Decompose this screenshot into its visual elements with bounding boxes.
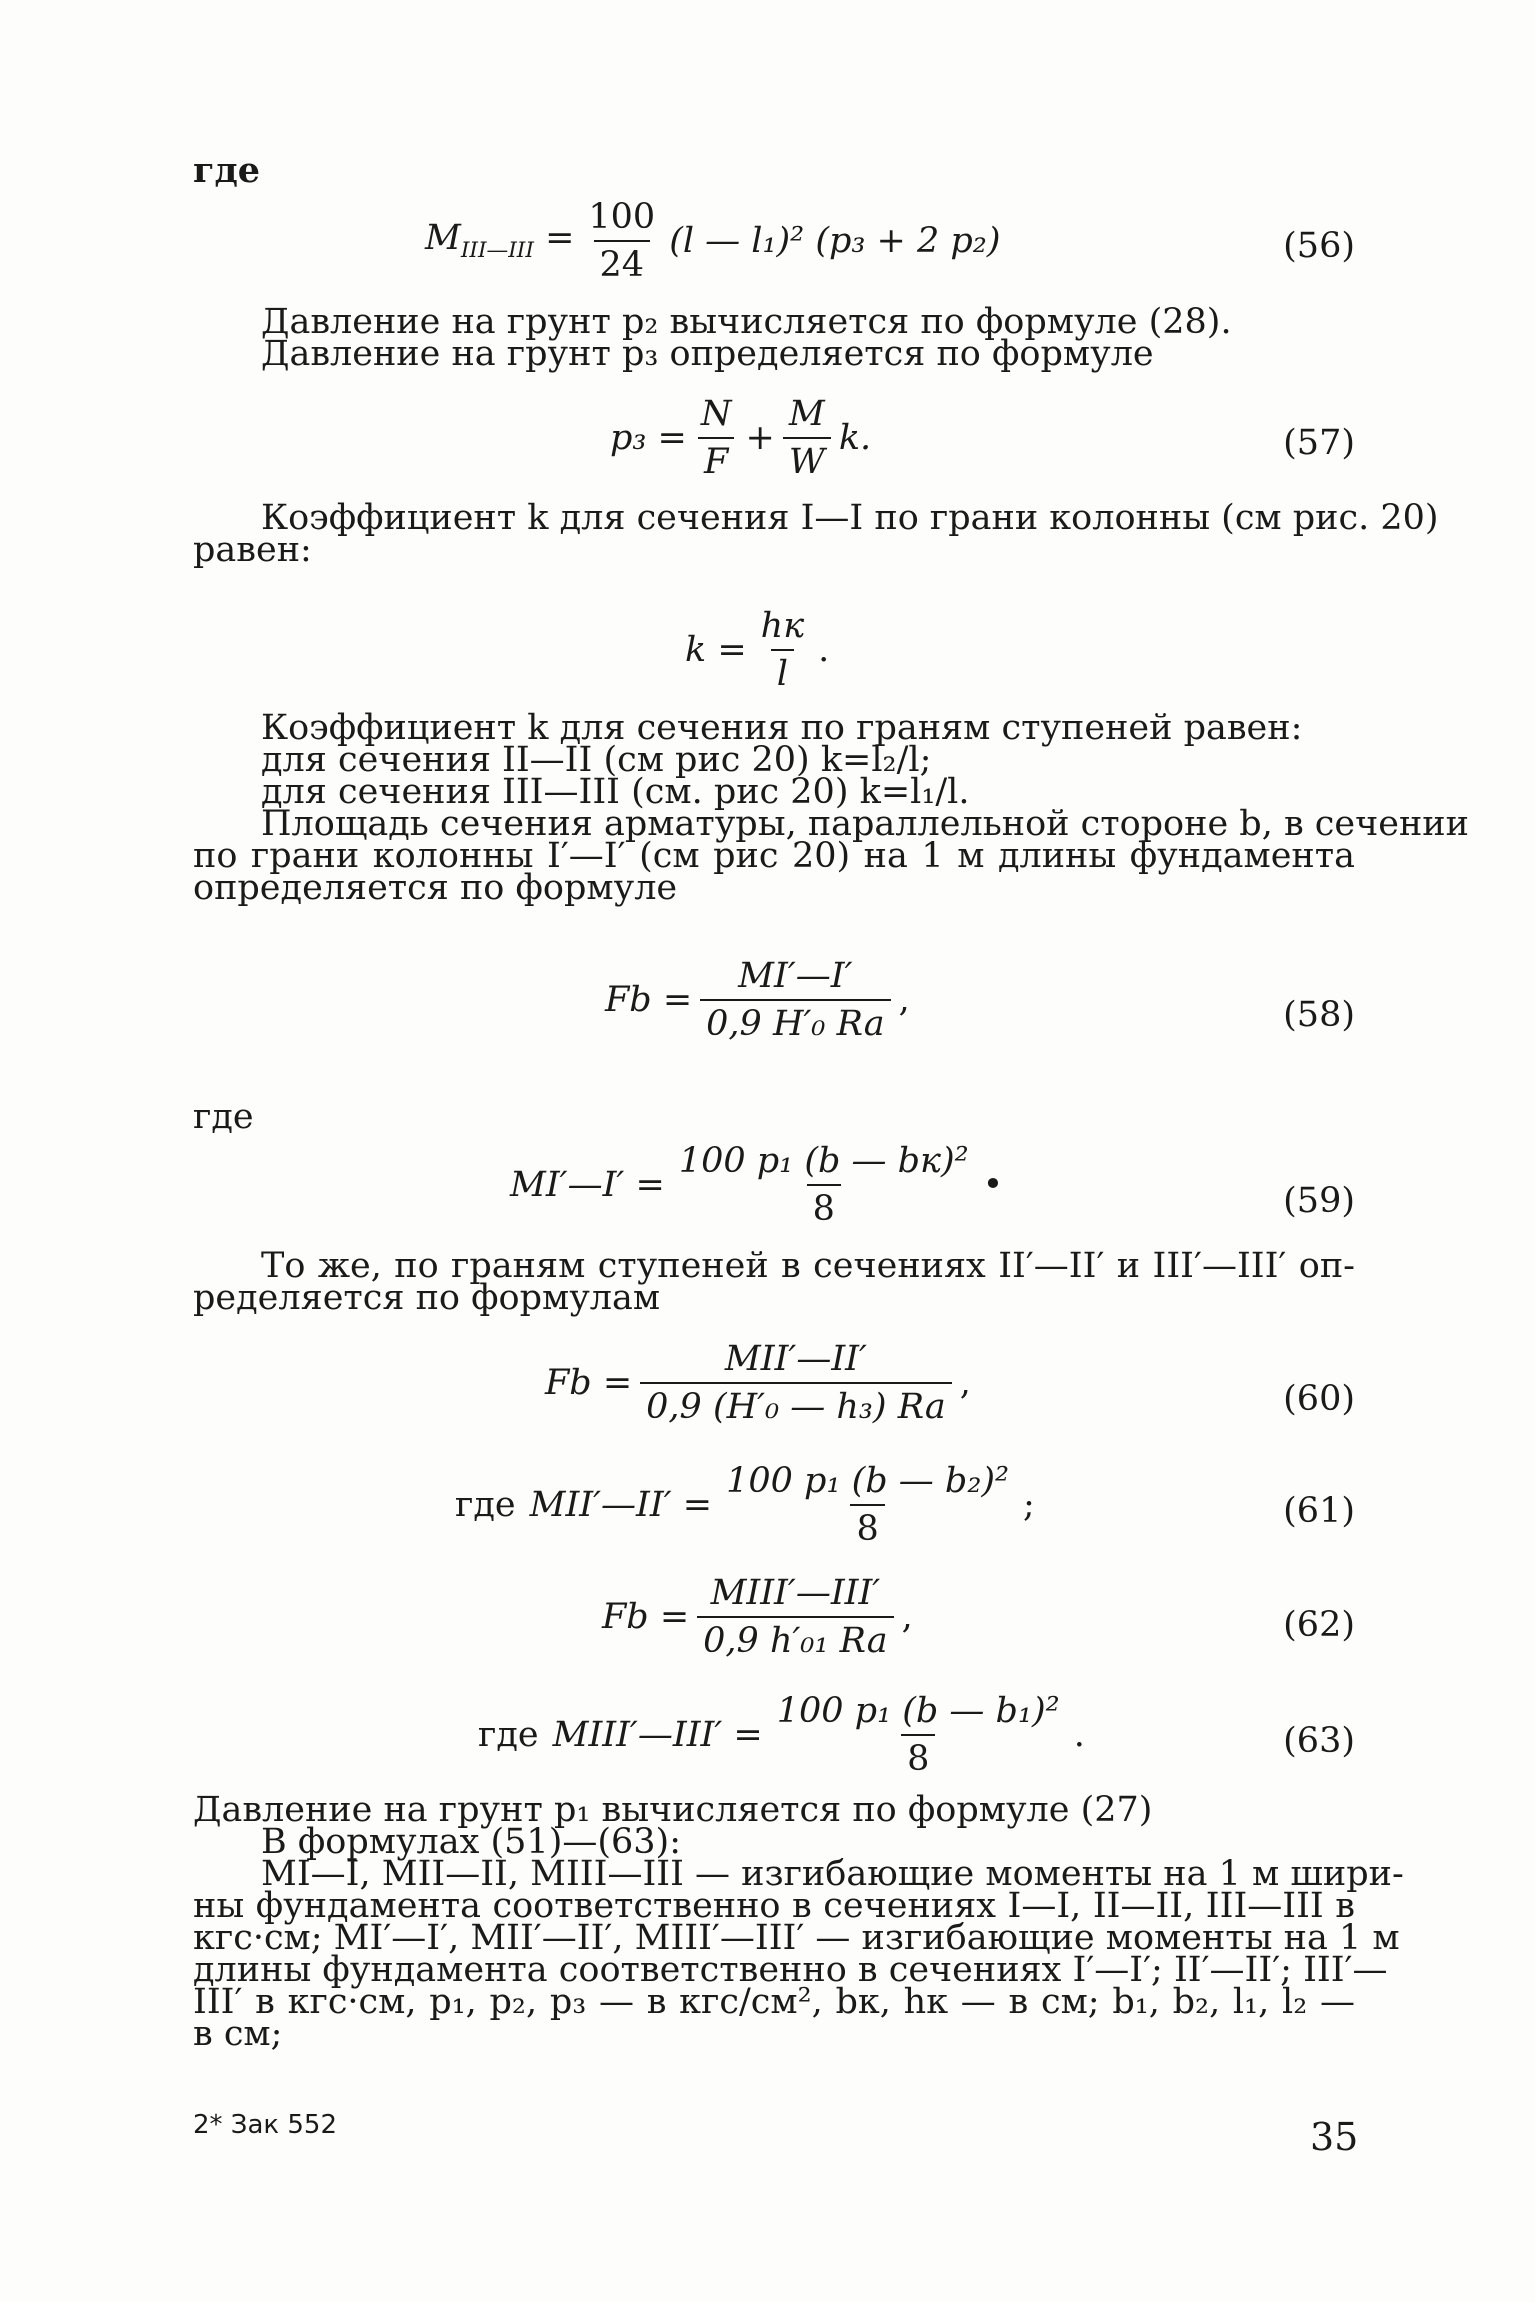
formula-61-lhs: MII′—II′ = — [529, 1485, 713, 1525]
formula-59-tail: • — [982, 1165, 1004, 1205]
formula-60-fraction — [640, 1338, 952, 1428]
text-line: ны фундамента соответственно в сечениях I—I, II—II, III—III в — [193, 1886, 1355, 1926]
paragraph-c — [193, 708, 1469, 908]
formula-56-fraction — [582, 196, 661, 286]
text-line: Давление на грунт p₂ вычисляется по формуле (28). — [261, 302, 1232, 342]
formula-63-tail: . — [1073, 1715, 1085, 1755]
formula-60-tail: , — [959, 1363, 971, 1403]
formula-k-tail: . — [818, 630, 830, 670]
paragraph-e — [193, 1790, 1404, 2054]
text-line: длины фундамента соответственно в сечениях I′—I′; II′—II′; III′— — [193, 1950, 1388, 1990]
formula-63-fraction — [771, 1690, 1066, 1780]
paragraph-b — [193, 498, 1439, 570]
paragraph-a — [193, 302, 1355, 374]
formula-61-denominator: 8 — [850, 1504, 884, 1550]
formula-57-numerator-1: N — [700, 394, 732, 434]
formula-60-lhs: Fb = — [545, 1363, 633, 1403]
formula-62-numerator: MIII′—III′ — [710, 1573, 881, 1613]
formula-57-fraction-1 — [695, 393, 738, 483]
text-line: Площадь сечения арматуры, параллельной стороне b, в сечении — [261, 804, 1469, 844]
equation-number-60: (60) — [1283, 1379, 1355, 1419]
formula-61-where: где — [455, 1485, 516, 1525]
text-line: MI—I, MII—II, MIII—III — изгибающие моменты на 1 м шири- — [261, 1854, 1404, 1894]
text-line: в см; — [193, 2014, 283, 2054]
formula-59-fraction — [673, 1140, 975, 1230]
text-line: III′ в кгс·см, p₁, p₂, p₃ — в кгс/см², bк, hк — в см; b₁, b₂, l₁, l₂ — — [193, 1982, 1355, 2022]
formula-59-numerator: 100 p₁ (b — bк)² — [678, 1141, 969, 1181]
formula-57-tail: k. — [838, 418, 872, 458]
formula-56 — [425, 196, 1001, 286]
equation-number-59: (59) — [1283, 1181, 1355, 1221]
formula-k-numerator: hк — [760, 606, 805, 646]
formula-63-where: где — [478, 1715, 539, 1755]
equation-number-58: (58) — [1283, 995, 1355, 1035]
formula-57-lhs: p₃ = — [610, 418, 687, 458]
formula-60-numerator: MII′—II′ — [724, 1339, 867, 1379]
text-line: для сечения II—II (см рис 20) k=l₂/l; — [261, 740, 932, 780]
text-line: по грани колонны I′—I′ (см рис 20) на 1 м длины фундамента — [193, 836, 1355, 876]
formula-57-numerator-2: M — [788, 394, 825, 434]
text-line: равен: — [193, 530, 312, 570]
formula-62 — [602, 1572, 913, 1662]
equation-number-57: (57) — [1283, 423, 1355, 463]
text-line: кгс·см; MI′—I′, MII′—II′, MIII′—III′ — изгибающие моменты на 1 м — [193, 1918, 1400, 1958]
text-line: ределяется по формулам — [193, 1278, 661, 1318]
equation-number-63: (63) — [1283, 1721, 1355, 1761]
formula-58-tail: , — [898, 980, 910, 1020]
formula-57: p₃ = $\frac{N}{F}$ + $\frac{M}{W}$ k. — [610, 394, 872, 482]
formula-56-denominator: 24 — [594, 240, 651, 286]
formula-58 — [605, 955, 910, 1045]
formula-63-denominator: 8 — [901, 1734, 935, 1780]
formula-59-lhs: MI′—I′ = — [510, 1165, 665, 1205]
formula-58-fraction — [700, 955, 890, 1045]
formula-63 — [478, 1690, 1085, 1780]
text-line: Коэффициент k для сечения по граням ступеней равен: — [261, 708, 1303, 748]
formula-57-denominator-2: W — [783, 437, 831, 483]
printer-signature: 2* Зак 552 — [193, 2110, 338, 2140]
where-label: где — [193, 1097, 254, 1137]
text-line: Коэффициент k для сечения I—I по грани колонны (см рис. 20) — [261, 498, 1439, 538]
formula-k-fraction — [755, 605, 810, 695]
formula-k — [685, 605, 829, 695]
formula-63-numerator: 100 p₁ (b — b₁)² — [776, 1691, 1060, 1731]
formula-63-lhs: MIII′—III′ = — [552, 1715, 763, 1755]
formula-61-tail: ; — [1023, 1485, 1035, 1525]
formula-61-fraction — [720, 1460, 1015, 1550]
formula-58-numerator: MI′—I′ — [738, 956, 853, 996]
formula-k-lhs: k = — [685, 630, 747, 670]
formula-56-lhs: $M_{III—III}$ = — [425, 218, 575, 264]
formula-k-denominator: l — [771, 649, 794, 695]
formula-60 — [545, 1338, 971, 1428]
formula-60-denominator: 0,9 (H′₀ — h₃) Ra — [640, 1382, 952, 1428]
formula-56-tail: (l — l₁)² (p₃ + 2 p₂) — [669, 221, 1001, 261]
formula-56-numerator: 100 — [588, 197, 656, 237]
formula-62-lhs: Fb = — [602, 1597, 690, 1637]
formula-58-lhs: Fb = — [605, 980, 693, 1020]
text-line: определяется по формуле — [193, 868, 678, 908]
formula-59-denominator: 8 — [807, 1184, 841, 1230]
equation-number-61: (61) — [1283, 1491, 1355, 1531]
formula-57-fraction-2 — [783, 393, 831, 483]
formula-57-denominator-1: F — [698, 437, 734, 483]
text-line: Давление на грунт p₃ определяется по формуле — [261, 334, 1154, 374]
equation-number-56: (56) — [1283, 226, 1355, 266]
equation-number-62: (62) — [1283, 1605, 1355, 1645]
formula-59 — [510, 1140, 1003, 1230]
formula-62-tail: , — [901, 1597, 913, 1637]
formula-61 — [455, 1460, 1035, 1550]
text-line: То же, по граням ступеней в сечениях II′—II′ и III′—III′ оп- — [261, 1246, 1355, 1286]
where-label: где — [193, 150, 261, 191]
formula-61-numerator: 100 p₁ (b — b₂)² — [726, 1461, 1010, 1501]
formula-62-fraction — [697, 1572, 894, 1662]
text-line: для сечения III—III (см. рис 20) k=l₁/l. — [261, 772, 970, 812]
paragraph-d — [193, 1246, 1355, 1318]
page-number: 35 — [1310, 2115, 1359, 2159]
text-line: Давление на грунт p₁ вычисляется по формуле (27) — [193, 1790, 1153, 1830]
formula-62-denominator: 0,9 h′₀₁ Ra — [697, 1616, 894, 1662]
text-line: В формулах (51)—(63): — [261, 1822, 681, 1862]
formula-58-denominator: 0,9 H′₀ Ra — [700, 999, 890, 1045]
